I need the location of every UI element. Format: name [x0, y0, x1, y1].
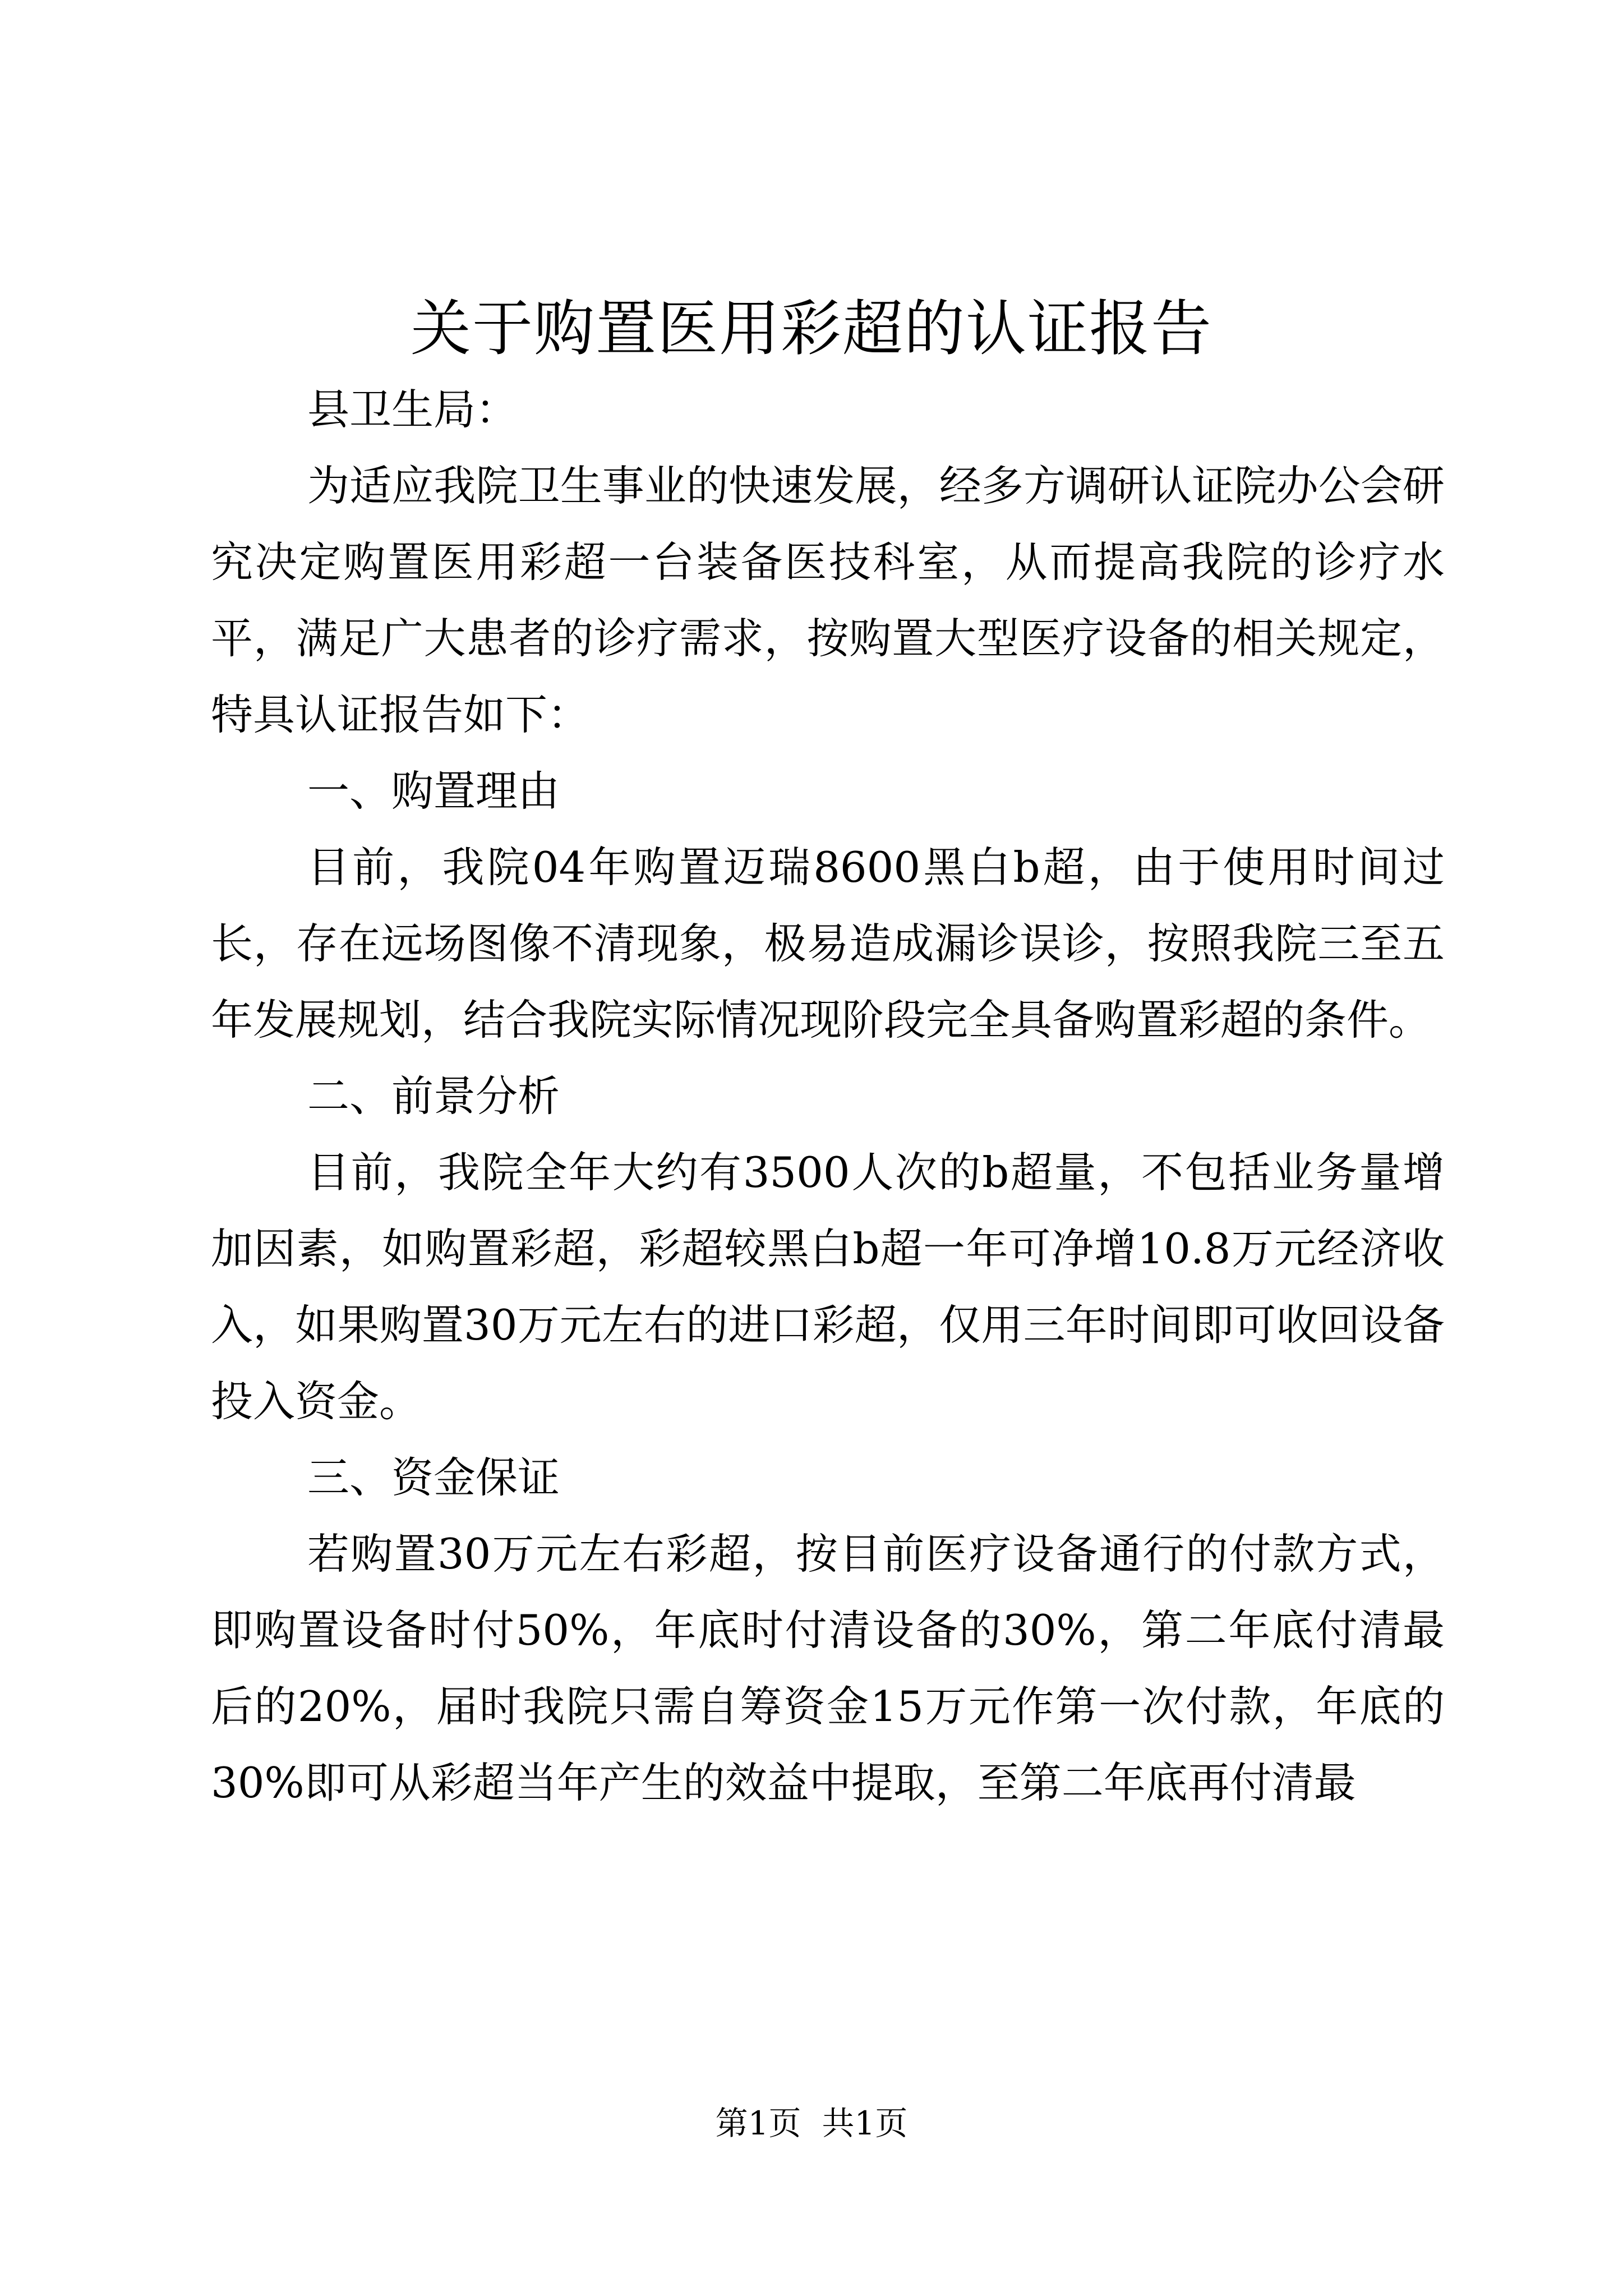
document-body [211, 371, 1445, 1821]
intro-paragraph: 为适应我院卫生事业的快速发展，经多方调研认证院办公会研究决定购置医用彩超一台装备医技科室，从而提高我院的诊疗水平，满足广大患者的诊疗需求，按购置大型医疗设备的相关规定，特具认证报告如下： [211, 461, 1445, 739]
document-title: 关于购置医用彩超的认证报告 [410, 294, 1212, 364]
salutation: 县卫生局： [307, 385, 518, 434]
section-heading-outlook: 二、前景分析 [307, 1071, 560, 1121]
section-paragraph-funding: 若购置30万元左右彩超，按目前医疗设备通行的付款方式，即购置设备时付50%，年底时付清设备的30%，第二年底付清最后的20%，届时我院只需自筹资金15万元作第一次付款，年底的30%即可从彩超当年产生的效益中提取，至第二年底再付清最 [211, 1529, 1445, 1807]
section-paragraph-outlook: 目前，我院全年大约有3500人次的b超量，不包括业务量增加因素，如购置彩超，彩超较黑白b超一年可净增10.8万元经济收入，如果购置30万元左右的进口彩超，仅用三年时间即可收回设备投入资金。 [211, 1148, 1445, 1426]
section-heading-funding: 三、资金保证 [307, 1453, 560, 1502]
page-number-current: 第1页 [715, 2104, 801, 2142]
page-footer [0, 2101, 1623, 2146]
section-paragraph-reasons: 目前，我院04年购置迈瑞8600黑白b超，由于使用时间过长，存在远场图像不清现象，极易造成漏诊误诊，按照我院三至五年发展规划，结合我院实际情况现阶段完全具备购置彩超的条件。 [211, 843, 1445, 1045]
page-number-total: 共1页 [822, 2104, 908, 2142]
section-heading-reasons: 一、购置理由 [307, 766, 560, 816]
